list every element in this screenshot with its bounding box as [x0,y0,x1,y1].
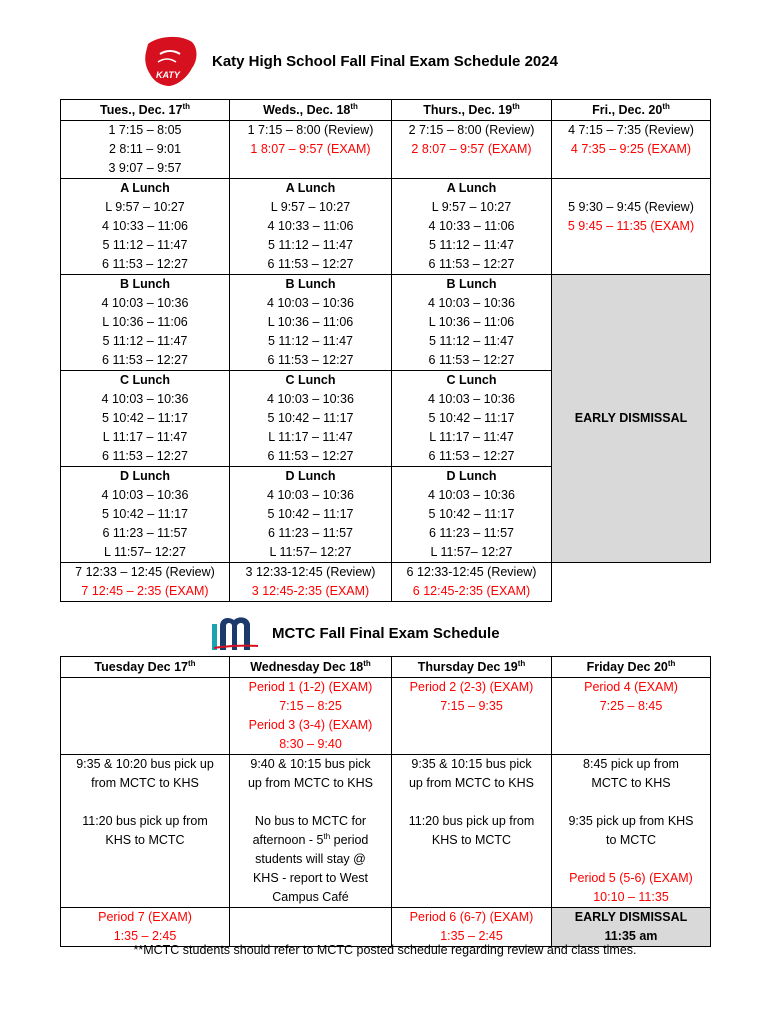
mctc-afternoon-tue [61,908,230,947]
mctc-bus-tue [61,755,230,908]
schedule-line: 6 11:23 – 11:57 [428,526,515,540]
schedule-line: 6 11:53 – 12:27 [267,449,354,463]
katy-b-lunch-tue [61,275,230,371]
katy-col-wed-sup: th [350,101,358,111]
schedule-line: L 10:36 – 11:06 [428,315,515,329]
schedule-line: 5 10:42 – 11:17 [428,411,515,425]
review-line: 2 7:15 – 8:00 (Review) [408,123,535,137]
schedule-line: 4 10:33 – 11:06 [428,219,515,233]
bus-line: 9:35 pick up from KHS [568,814,694,828]
spacer [63,793,227,812]
katy-header-row [61,100,711,121]
lunch-label: A Lunch [120,181,170,195]
schedule-line: L 11:17 – 11:47 [102,430,188,444]
katy-morning-fri [552,121,711,179]
katy-col-thu [392,100,552,121]
schedule-line: 4 10:03 – 10:36 [101,488,189,502]
spacer [554,850,708,869]
schedule-line: L 11:57– 12:27 [430,545,513,559]
schedule-line: 6 11:53 – 12:27 [102,353,188,367]
katy-c-lunch-tue [61,371,230,467]
lunch-label: A Lunch [285,181,336,195]
katy-schedule-table [60,99,711,602]
spacer [554,179,708,198]
mctc-afternoon-wed [230,908,392,947]
lunch-label: D Lunch [120,469,170,483]
schedule-line: 4 10:03 – 10:36 [267,392,354,406]
exam-line: Period 6 (6-7) (EXAM) [409,910,534,924]
mctc-early-dismissal-cell [552,908,711,947]
exam-line: 2 8:07 – 9:57 (EXAM) [411,142,532,156]
mctc-col-tue [61,657,230,678]
schedule-line: 4 10:03 – 10:36 [428,392,515,406]
katy-early-dismissal-cell [552,275,711,563]
mctc-col-wed-sup: th [363,658,371,668]
bus-line: up from MCTC to KHS [408,776,535,790]
katy-afternoon-tue [61,563,230,602]
mctc-morning-fri [552,678,711,755]
schedule-line: 2 8:11 – 9:01 [108,142,182,156]
early-dismissal-label: EARLY DISMISSAL [574,910,688,924]
ordinal-sup: th [323,831,331,841]
spacer [554,793,708,812]
lunch-label: D Lunch [285,469,336,483]
mctc-col-thu-sup: th [517,658,526,668]
katy-d-lunch-wed [230,467,392,563]
katy-col-fri [552,100,711,121]
schedule-line: 5 11:12 – 11:47 [428,238,515,252]
katy-b-lunch-row [61,275,711,371]
bus-line: MCTC to KHS [591,776,671,790]
lunch-label: B Lunch [446,277,497,291]
katy-tiger-logo-icon [140,34,200,88]
bus-line: KHS to MCTC [431,833,512,847]
katy-col-tue-label: Tues., Dec. 17 [99,102,183,117]
mctc-bus-fri [552,755,711,908]
exam-line: Period 7 (EXAM) [98,910,192,924]
katy-col-tue [61,100,230,121]
lunch-label: B Lunch [120,277,170,291]
katy-b-lunch-thu [392,275,552,371]
schedule-line: 4 10:03 – 10:36 [428,488,515,502]
mctc-schedule-table [60,656,711,947]
schedule-line: 3 9:07 – 9:57 [108,161,182,175]
schedule-line: 5 10:42 – 11:17 [102,507,188,521]
exam-time: 8:30 – 9:40 [279,737,342,751]
mctc-col-fri-label: Friday Dec 20 [586,659,668,674]
lunch-label: D Lunch [446,469,497,483]
schedule-line: L 9:57 – 10:27 [105,200,185,214]
exam-line: Period 2 (2-3) (EXAM) [409,680,534,694]
schedule-line: L 10:36 – 11:06 [267,315,354,329]
schedule-line: L 9:57 – 10:27 [270,200,351,214]
bus-line: 8:45 pick up from [583,757,679,771]
mctc-bus-thu [392,755,552,908]
katy-col-thu-sup: th [512,101,520,111]
katy-col-fri-sup: th [662,101,670,111]
exam-line: Period 1 (1-2) (EXAM) [248,680,373,694]
schedule-line: 4 10:03 – 10:36 [428,296,515,310]
bus-line: from MCTC to KHS [91,776,199,790]
schedule-line: L 11:57– 12:27 [269,545,352,559]
exam-line: Period 5 (5-6) (EXAM) [569,871,693,885]
katy-a-lunch-fri [552,179,711,275]
exam-line: 7 12:45 – 2:35 (EXAM) [81,584,209,598]
exam-time: 7:15 – 8:25 [279,699,342,713]
schedule-line: 5 11:12 – 11:47 [267,238,354,252]
schedule-line: 5 10:42 – 11:17 [102,411,188,425]
katy-d-lunch-thu [392,467,552,563]
mctc-morning-row [61,678,711,755]
early-dismissal-label: EARLY DISMISSAL [574,411,688,425]
schedule-line: 6 11:23 – 11:57 [267,526,354,540]
katy-col-tue-sup: th [182,101,190,111]
mctc-col-fri [552,657,711,678]
schedule-line: 6 11:53 – 12:27 [428,353,515,367]
bus-line-text: afternoon - 5 [252,833,324,847]
review-line: 7 12:33 – 12:45 (Review) [75,565,215,579]
spacer [232,793,389,812]
bus-line: students will stay @ [255,852,366,866]
schedule-line: L 11:17 – 11:47 [429,430,514,444]
mctc-morning-wed [230,678,392,755]
mctc-morning-thu [392,678,552,755]
katy-afternoon-row [61,563,711,602]
lunch-label: B Lunch [285,277,336,291]
bus-line: up from MCTC to KHS [247,776,374,790]
schedule-line: 6 11:53 – 12:27 [428,257,515,271]
bus-line: KHS - report to West [252,871,369,885]
exam-time: 1:35 – 2:45 [113,929,177,943]
schedule-line: 5 11:12 – 11:47 [102,238,188,252]
schedule-line: 4 10:03 – 10:36 [267,488,354,502]
mctc-col-wed [230,657,392,678]
schedule-line: 1 7:15 – 8:05 [108,123,182,137]
katy-afternoon-thu [392,563,552,602]
bus-line [232,831,389,850]
schedule-line: L 10:36 – 11:06 [102,315,188,329]
schedule-line: 6 11:53 – 12:27 [428,449,515,463]
mctc-header-row [61,657,711,678]
katy-morning-thu [392,121,552,179]
bus-line: Campus Café [272,890,349,904]
exam-line: Period 4 (EXAM) [584,680,678,694]
bus-line: 11:20 bus pick up from [82,814,208,828]
lunch-label: C Lunch [285,373,336,387]
mctc-col-fri-sup: th [667,658,676,668]
mctc-col-tue-label: Tuesday Dec 17 [94,659,188,674]
early-dismissal-time: 11:35 am [604,929,658,943]
katy-col-thu-label: Thurs., Dec. 19 [423,102,513,117]
schedule-line: 6 11:53 – 12:27 [102,257,188,271]
katy-logo-text: KATY [156,70,180,80]
mctc-col-wed-label: Wednesday Dec 18 [250,659,364,674]
mctc-footnote: **MCTC students should refer to MCTC posted schedule regarding review and class times. [133,943,637,957]
exam-line: 4 7:35 – 9:25 (EXAM) [570,142,692,156]
mctc-morning-tue [61,678,230,755]
katy-morning-tue [61,121,230,179]
katy-col-wed-label: Weds., Dec. 18 [263,102,351,117]
schedule-line: 6 11:53 – 12:27 [267,257,354,271]
katy-d-lunch-tue [61,467,230,563]
mctc-bus-row [61,755,711,908]
bus-line: 9:35 & 10:15 bus pick [411,757,532,771]
katy-col-wed [230,100,392,121]
exam-line: 5 9:45 – 11:35 (EXAM) [567,219,695,233]
mctc-col-tue-sup: th [188,658,196,668]
katy-a-lunch-thu [392,179,552,275]
review-line: 6 12:33-12:45 (Review) [406,565,537,579]
exam-line: 6 12:45-2:35 (EXAM) [412,584,531,598]
schedule-line: 5 11:12 – 11:47 [428,334,515,348]
schedule-line: 4 10:33 – 11:06 [267,219,354,233]
bus-line-text: period [330,833,369,847]
schedule-line: 4 10:03 – 10:36 [101,392,189,406]
review-line: 3 12:33-12:45 (Review) [245,565,376,579]
katy-afternoon-wed [230,563,392,602]
schedule-line: 5 10:42 – 11:17 [267,507,354,521]
schedule-line: 5 10:42 – 11:17 [267,411,354,425]
lunch-label: A Lunch [446,181,497,195]
katy-col-fri-label: Fri., Dec. 20 [592,102,663,117]
mctc-logo-icon [210,612,262,654]
katy-c-lunch-thu [392,371,552,467]
lunch-label: C Lunch [446,373,497,387]
review-line: 5 9:30 – 9:45 (Review) [568,200,694,214]
mctc-col-thu-label: Thursday Dec 19 [417,659,518,674]
katy-title: Katy High School Fall Final Exam Schedule 2024 [212,52,558,70]
exam-time: 1:35 – 2:45 [440,929,503,943]
schedule-line: 4 10:03 – 10:36 [101,296,189,310]
bus-line: KHS to MCTC [105,833,185,847]
bus-line: to MCTC [606,833,656,847]
mctc-afternoon-thu [392,908,552,947]
bus-line: 9:40 & 10:15 bus pick [250,757,371,771]
schedule-line: L 11:57– 12:27 [103,545,187,559]
mctc-afternoon-row [61,908,711,947]
mctc-header [210,612,500,654]
katy-b-lunch-wed [230,275,392,371]
exam-time: 7:15 – 9:35 [440,699,503,713]
bus-line: 9:35 & 10:20 bus pick up [76,757,214,771]
exam-time: 7:25 – 8:45 [599,699,663,713]
schedule-line: 6 11:53 – 12:27 [267,353,354,367]
schedule-line: 5 10:42 – 11:17 [428,507,515,521]
schedule-line: L 9:57 – 10:27 [431,200,512,214]
schedule-line: 6 11:53 – 12:27 [102,449,188,463]
schedule-line: 6 11:23 – 11:57 [102,526,188,540]
exam-line: Period 3 (3-4) (EXAM) [248,718,373,732]
lunch-label: C Lunch [120,373,170,387]
katy-morning-row [61,121,711,179]
schedule-line: 5 11:12 – 11:47 [267,334,354,348]
exam-line: 3 12:45-2:35 (EXAM) [251,584,370,598]
mctc-col-thu [392,657,552,678]
katy-morning-wed [230,121,392,179]
review-line: 4 7:15 – 7:35 (Review) [568,123,694,137]
katy-header [140,34,558,88]
exam-time: 10:10 – 11:35 [593,890,669,904]
katy-a-lunch-row [61,179,711,275]
schedule-line: 4 10:33 – 11:06 [102,219,188,233]
bus-line: No bus to MCTC for [254,814,367,828]
mctc-bus-wed [230,755,392,908]
review-line: 1 7:15 – 8:00 (Review) [247,123,374,137]
schedule-line: L 11:17 – 11:47 [268,430,353,444]
exam-line: 1 8:07 – 9:57 (EXAM) [250,142,371,156]
schedule-line: 5 11:12 – 11:47 [102,334,188,348]
katy-afternoon-fri-empty [552,563,711,602]
schedule-line: 4 10:03 – 10:36 [267,296,354,310]
katy-c-lunch-wed [230,371,392,467]
spacer [394,793,549,812]
bus-line: 11:20 bus pick up from [408,814,535,828]
mctc-title: MCTC Fall Final Exam Schedule [272,624,500,642]
katy-a-lunch-wed [230,179,392,275]
katy-a-lunch-tue [61,179,230,275]
